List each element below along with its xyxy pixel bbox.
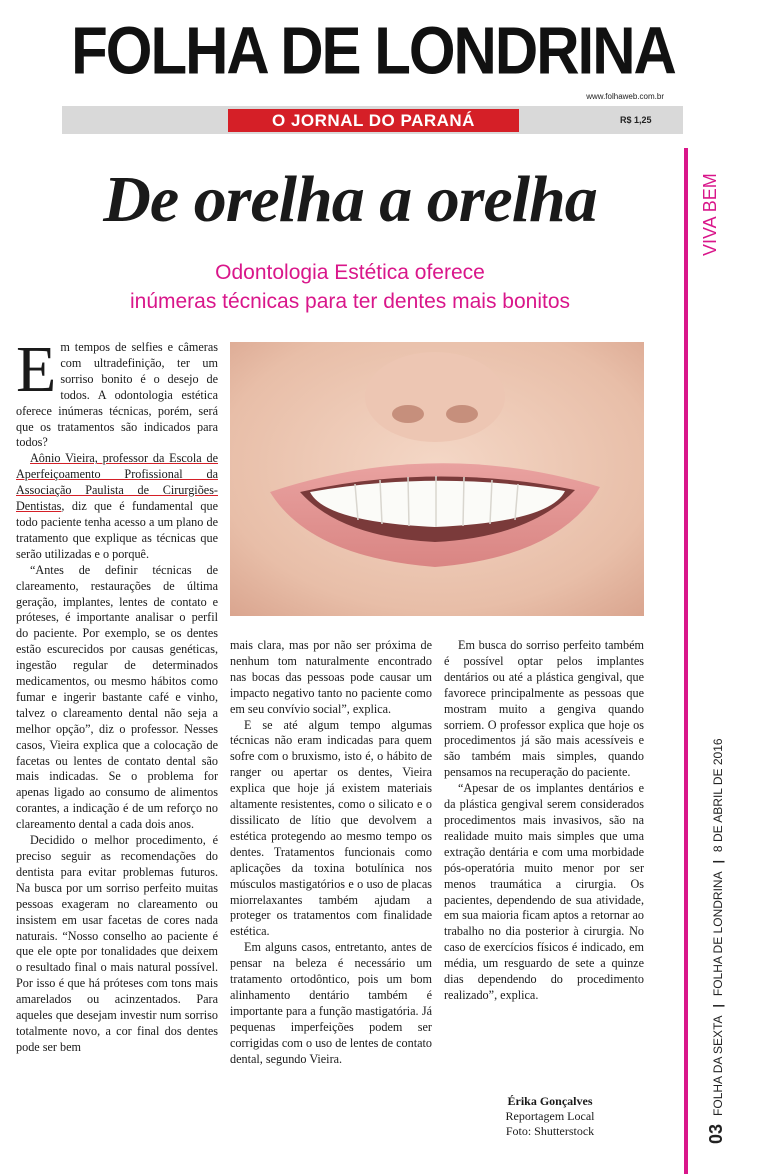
page-number: 03 (706, 1123, 726, 1144)
article-column-2 (230, 638, 432, 1067)
article-paragraph: mais clara, mas por não ser próxima de nenhum tom naturalmente encontrado nas bocas das pessoas pode causar um impacto negativo tanto no paciente como em seu convívio social”, explica. (230, 638, 432, 716)
article-paragraph: Em busca do sorriso perfeito também é possível optar pelos implantes dentários ou até a plástica gengival, que favorece principalmente as pessoas que mostram muito a gengiva quando sorriem. O professor explica que hoje os procedimentos já são mais acessíveis e são também mais simples, quando pensamos na recuperação do paciente. (444, 638, 644, 780)
subhead-line: inúmeras técnicas para ter dentes mais bonitos (129, 290, 571, 313)
article-paragraph (16, 451, 218, 562)
paragraph-text: , diz que é fundamental que todo paciente tenha acesso a um plano de tratamento que explique as técnicas que serão utilizadas e o porquê. (16, 499, 218, 561)
folio-separator: | (711, 860, 725, 864)
masthead-tagline: O JORNAL DO PARANÁ (228, 109, 519, 132)
folio-paper: FOLHA DE LONDRINA (711, 871, 725, 997)
article-column-3 (444, 638, 644, 1004)
article-paragraph: Em alguns casos, entretanto, antes de pensar na beleza é necessário um tratamento ortodôntico, pois um bom alinhamento dentário também é importante para a função mastigatória. Já pequenas imperfeições podem ser corrigidas com o uso de lentes de contato dental, segundo Vieira. (230, 940, 432, 1066)
byline-author: Érika Gonçalves (507, 1094, 593, 1108)
source-highlight: Aônio Vieira, professor da Escola de Aperfeiçoamento Profissional da Associação Paulista de Cirurgiões-Dentistas (16, 451, 218, 514)
article-paragraph: “Antes de definir técnicas de clareamento, restaurações de última geração, implantes, lentes de contato e próteses, é importante analisar o perfil do paciente. Por exemplo, se os dentes estão escurecidos por causas genéticas, ingestão regular de determinados medicamentos, ou mesmo hábitos como fumar e ingerir bastante café e vinho, talvez o clareamento dental não seja a melhor opção”, diz o professor. Nesses casos, Vieira explica que a colocação de facetas ou lentes de contato dental são mais indicadas. Se o problema for apenas ligado ao consumo de alimentos corantes, a indicação é de um reforço no clareamento dental a cada dois anos. (16, 562, 218, 832)
site-url: www.folhaweb.com.br (586, 92, 664, 101)
folio-supplement: FOLHA DA SEXTA (711, 1015, 725, 1116)
article-column-1 (16, 333, 218, 1056)
article-subhead (30, 258, 670, 316)
cover-price: R$ 1,25 (620, 115, 652, 125)
article-paragraph: “Apesar de os implantes dentários e da plástica gengival serem considerados procedimentos mais invasivos, são na realidade muito mais simples que uma extração dentária e com uma morbidade pós-operatória muito menor por ser menos traumática a cirurgia. Os pacientes, dependendo de sua atividade, em sua maioria ficam aptos a retornar ao trabalho no dia posterior à cirurgia. No caso de exercícios físicos é indicado, em média, um resguardo de sete a quinze dias dependendo do procedimento realizado”, explica. (444, 781, 644, 1002)
article-byline (470, 1094, 630, 1139)
smile-photo (230, 342, 644, 616)
section-rule (684, 148, 688, 1174)
article-headline: De orelha a orelha (103, 163, 597, 236)
masthead-title: FOLHA DE LONDRINA (71, 13, 675, 89)
section-label: VIVA BEM (700, 173, 720, 256)
article-paragraph (16, 333, 218, 451)
article-paragraph: E se até algum tempo algumas técnicas não eram indicadas para quem sofre com o bruxismo, isto é, o hábito de ranger ou apertar os dentes, Vieira explica que hoje já existem materiais altamente resistentes, como o silicato e o dissilicato de lítio que devolvem a estética protegendo ao mesmo tempo os dentes. Tratamentos funcionais como aplicações da toxina botulínica nos músculos mastigatórios e o uso de placas miorrelaxantes também ajudam a proteger os tratamentos com finalidade estética. (230, 717, 432, 939)
folio-separator: | (711, 1004, 725, 1008)
photo-credit: Foto: Shutterstock (505, 1124, 595, 1138)
drop-cap: E (16, 333, 57, 406)
paragraph-text: m tempos de selfies e câmeras com ultradefinição, ter um sorriso bonito é o desejo de todos. A odontologia estética oferece inúmeras técnicas, porém, será que os tratamentos são indicados para todos? (16, 340, 218, 450)
subhead-line: Odontologia Estética oferece (215, 261, 485, 284)
article-paragraph: Decidido o melhor procedimento, é preciso seguir as recomendações do dentista para evitar problemas futuros. Na busca por um sorriso perfeito muitas pessoas exageram no clareamento ou insistem em usar facetas de cores nada naturais. “Nosso conselho ao paciente é que ele opte por tonalidades que deixem o resultado final o mais natural possível. Por isso é que há próteses com tons mais amarelados ou acinzentados. Para aqueles que desejam investir num sorriso totalmente novo, a cor final dos dentes pode ser bem (16, 833, 218, 1054)
byline-role: Reportagem Local (505, 1109, 595, 1123)
folio-date: 8 DE ABRIL DE 2016 (711, 738, 725, 853)
page-folio (706, 738, 727, 1144)
